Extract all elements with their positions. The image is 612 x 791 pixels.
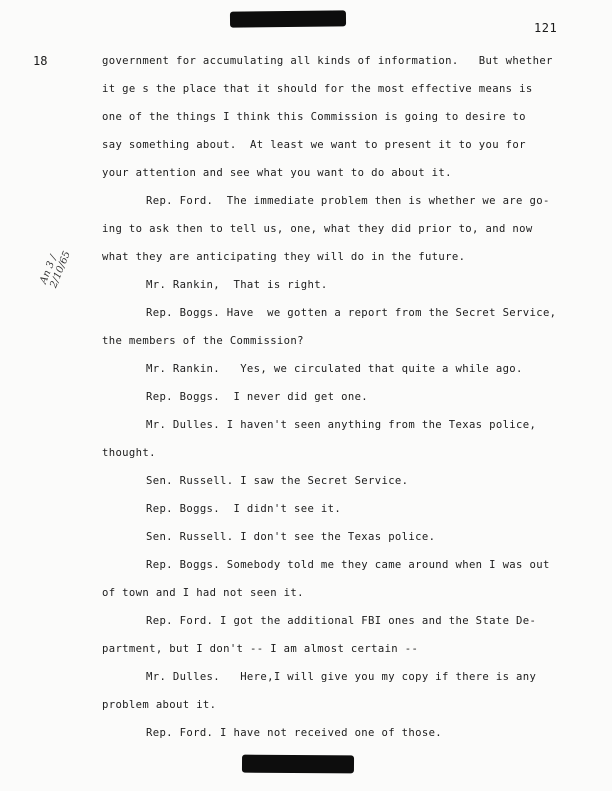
- transcript-line: Sen. Russell. I saw the Secret Service.: [146, 475, 409, 487]
- transcript-line: Sen. Russell. I don't see the Texas police.: [146, 531, 436, 543]
- transcript-line: Rep. Boggs. I never did get one.: [146, 391, 369, 403]
- top-redaction-bar: [230, 10, 346, 27]
- transcript-line: partment, but I don't -- I am almost certain --: [102, 643, 419, 655]
- transcript-line: your attention and see what you want to do about it.: [102, 167, 452, 179]
- transcript-line: Mr. Rankin, That is right.: [146, 279, 328, 291]
- transcript-line: it ge s the place that it should for the most effective means is: [102, 83, 533, 95]
- transcript-line: Rep. Boggs. Somebody told me they came around when I was out: [146, 559, 550, 571]
- transcript-line: Mr. Rankin. Yes, we circulated that quite a while ago.: [146, 363, 523, 375]
- transcript-line: problem about it.: [102, 699, 217, 711]
- handwritten-margin-note: An 3 / 2/10/65: [38, 249, 73, 290]
- transcript-line: Rep. Boggs. I didn't see it.: [146, 503, 342, 515]
- margin-line-number: 18: [33, 54, 48, 68]
- transcript-line: say something about. At least we want to present it to you for: [102, 139, 526, 151]
- transcript-line: of town and I had not seen it.: [102, 587, 304, 599]
- transcript-line: one of the things I think this Commission is going to desire to: [102, 111, 526, 123]
- transcript-line: Rep. Ford. The immediate problem then is whether we are go-: [146, 195, 550, 207]
- transcript-line: what they are anticipating they will do in the future.: [102, 251, 466, 263]
- bottom-redaction-bar: [242, 755, 354, 774]
- transcript-line: Rep. Boggs. Have we gotten a report from the Secret Service,: [146, 307, 557, 319]
- transcript-line: Mr. Dulles. Here,I will give you my copy if there is any: [146, 671, 537, 683]
- transcript-line: Rep. Ford. I got the additional FBI ones and the State De-: [146, 615, 537, 627]
- transcript-line: the members of the Commission?: [102, 335, 304, 347]
- transcript-line: Mr. Dulles. I haven't seen anything from the Texas police,: [146, 419, 537, 431]
- transcript-line: thought.: [102, 447, 156, 459]
- transcript-line: government for accumulating all kinds of information. But whether: [102, 55, 553, 67]
- transcript-line: ing to ask then to tell us, one, what they did prior to, and now: [102, 223, 533, 235]
- page-number: 121: [534, 21, 558, 35]
- transcript-line: Rep. Ford. I have not received one of those.: [146, 727, 443, 739]
